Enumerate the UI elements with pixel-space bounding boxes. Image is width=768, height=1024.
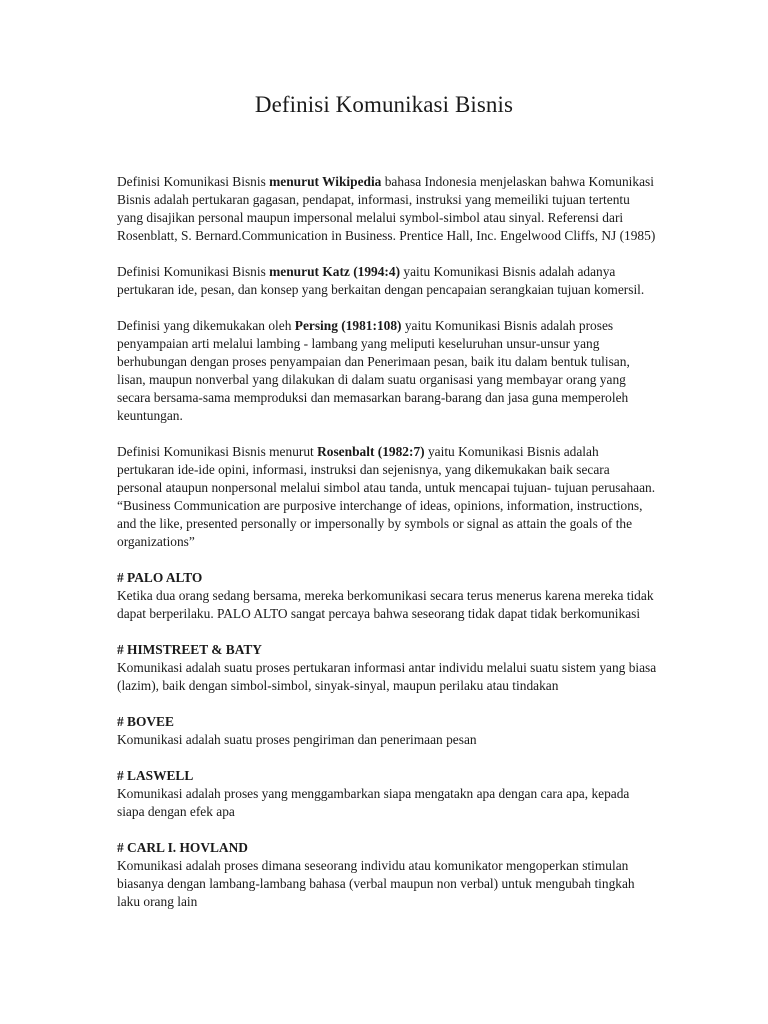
section-laswell — [117, 767, 657, 821]
document-title: Definisi Komunikasi Bisnis — [254, 92, 514, 117]
section-himstreet-baty — [117, 641, 657, 695]
paragraph-text: yaitu Komunikasi Bisnis adalah pertukaran ide-ide opini, informasi, instruksi dan sejenisnya, yang dikemukakan baik secara personal ataupun nonpersonal melalui simbol atau tanda, untuk mencapai tujuan- tujuan perusahaan. — [117, 444, 656, 495]
paragraph-text: yaitu Komunikasi Bisnis adalah adanya pertukaran ide, pesan, dan konsep yang berkaitan dengan pencapaian serangkaian tujuan komersil. — [117, 264, 645, 297]
paragraph-persing — [117, 317, 657, 425]
paragraph-bold-source: menurut Wikipedia — [269, 174, 382, 189]
section-body: Komunikasi adalah suatu proses pertukaran informasi antar individu melalui suatu sistem yang biasa (lazim), baik dengan simbol-simbol, sinyak-sinyal, maupun perilaku atau tindakan — [117, 660, 657, 693]
section-carl-hovland — [117, 839, 657, 911]
section-body: Ketika dua orang sedang bersama, mereka berkomunikasi secara terus menerus karena mereka tidak dapat berperilaku. PALO ALTO sangat percaya bahwa seseorang tidak dapat tidak berkomunikasi — [117, 588, 654, 621]
section-body: Komunikasi adalah suatu proses pengiriman dan penerimaan pesan — [117, 732, 477, 747]
paragraph-text: Definisi yang dikemukakan oleh — [117, 318, 295, 333]
section-palo-alto — [117, 569, 657, 623]
paragraph-bold-source: Rosenbalt (1982:7) — [317, 444, 425, 459]
paragraph-text: yaitu Komunikasi Bisnis adalah proses penyampaian arti melalui lambing - lambang yang meliputi keseluruhan unsur-unsur yang berhubungan dengan proses penyampaian dan Penerimaan pesan, baik itu dalam bentuk tulisan, lisan, maupun nonverbal yang dilakukan di dalam suatu organisasi yang membayar orang yang secara bersama-sama memproduksi dan memasarkan barang-barang dan jasa guna memperoleh keuntungan. — [117, 318, 630, 423]
section-heading: # HIMSTREET & BATY — [117, 642, 262, 657]
section-heading: # PALO ALTO — [117, 570, 203, 585]
document-body — [117, 173, 657, 929]
paragraph-text: Definisi Komunikasi Bisnis — [117, 264, 270, 279]
paragraph-katz — [117, 263, 657, 299]
paragraph-bold-source: Persing (1981:108) — [294, 318, 402, 333]
business-communication-quote: “Business Communication are purposive interchange of ideas, opinions, information, instructions, and the like, presented personally or impersonally by symbols or signal as attain the goals of the organizations” — [117, 498, 643, 549]
paragraph-text: Definisi Komunikasi Bisnis — [117, 174, 270, 189]
paragraph-rosenbalt — [117, 443, 657, 497]
paragraph-text: Definisi Komunikasi Bisnis menurut — [117, 444, 318, 459]
paragraph-text: bahasa Indonesia menjelaskan bahwa Komunikasi Bisnis adalah pertukaran gagasan, pendapat, informasi, instruksi yang memeiliki tujuan tertentu yang disajikan personal maupun impersonal melalui symbol-simbol atau sinyal. Referensi dari Rosenblatt, S. Bernard.Communication in Business. Prentice Hall, Inc. Engelwood Cliffs, NJ (1985) — [117, 174, 656, 243]
section-heading: # LASWELL — [117, 768, 194, 783]
paragraph-bold-source: menurut Katz (1994:4) — [269, 264, 401, 279]
section-body: Komunikasi adalah proses yang menggambarkan siapa mengatakn apa dengan cara apa, kepada siapa dengan efek apa — [117, 786, 630, 819]
section-heading: # BOVEE — [117, 714, 174, 729]
section-heading: # CARL I. HOVLAND — [117, 840, 248, 855]
section-bovee — [117, 713, 657, 749]
section-body: Komunikasi adalah proses dimana seseorang individu atau komunikator mengoperkan stimulan biasanya dengan lambang-lambang bahasa (verbal maupun non verbal) untuk mengubah tingkah laku orang lain — [117, 858, 635, 909]
paragraph-wikipedia — [117, 173, 657, 245]
